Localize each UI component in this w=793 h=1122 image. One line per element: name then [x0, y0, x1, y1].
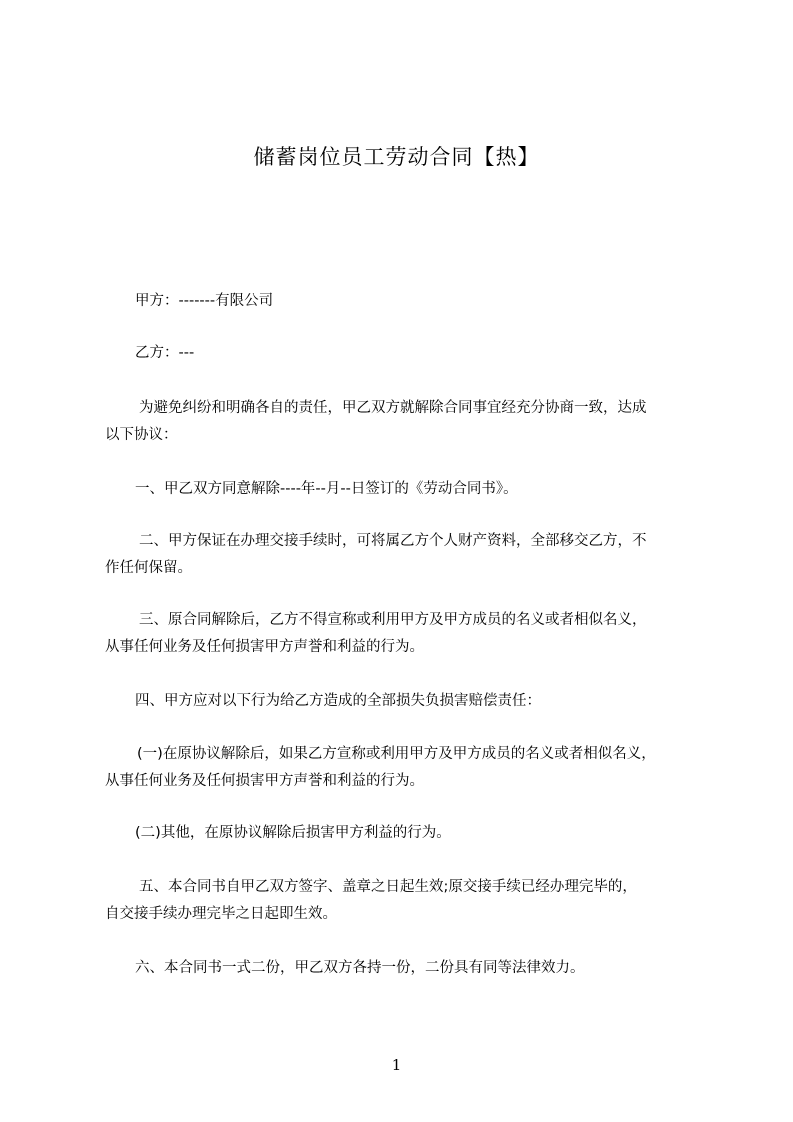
clause-line: (二)其他，在原协议解除后损害甲方利益的行为。 [135, 825, 451, 841]
clause-4 [105, 688, 705, 715]
intro-paragraph [105, 395, 705, 449]
clause-5 [105, 874, 705, 928]
clause-line: 一、甲乙双方同意解除----年--月--日签订的《劳动合同书》。 [135, 481, 518, 497]
party-b-text: 乙方：--- [135, 345, 195, 361]
page-number: 1 [391, 1056, 402, 1074]
party-b [105, 340, 735, 367]
clause-line: 自交接手续办理完毕之日起即生效。 [105, 906, 337, 922]
clause-line: 三、原合同解除后，乙方不得宣称或利用甲方及甲方成员的名义或者相似名义， [139, 612, 647, 628]
intro-line: 为避免纠纷和明确各自的责任，甲乙双方就解除合同事宜经充分协商一致，达成 [139, 400, 647, 416]
clause-line: 从事任何业务及任何损害甲方声誉和利益的行为。 [105, 773, 424, 789]
clause-line: (一)在原协议解除后，如果乙方宣称或利用甲方及甲方成员的名义或者相似名义， [137, 746, 656, 762]
party-a [105, 288, 735, 315]
clause-1 [105, 476, 705, 503]
clause-line: 从事任何业务及任何损害甲方声誉和利益的行为。 [105, 639, 424, 655]
document-title: 储蓄岗位员工劳动合同【热】 [253, 145, 540, 169]
clause-4-1 [105, 741, 705, 795]
clause-3 [105, 607, 705, 661]
party-a-text: 甲方：-------有限公司 [135, 293, 274, 309]
clause-2 [105, 528, 705, 582]
clause-line: 作任何保留。 [105, 560, 192, 576]
clause-line: 五、本合同书自甲乙双方签字、盖章之日起生效;原交接手续已经办理完毕的， [139, 879, 637, 895]
intro-line: 以下协议： [105, 427, 178, 443]
clause-line: 二、甲方保证在办理交接手续时，可将属乙方个人财产资料，全部移交乙方，不 [139, 533, 647, 549]
clause-line: 四、甲方应对以下行为给乙方造成的全部损失负损害赔偿责任： [135, 693, 541, 709]
clause-6 [105, 955, 705, 982]
clause-line: 六、本合同书一式二份，甲乙双方各持一份，二份具有同等法律效力。 [135, 960, 585, 976]
clause-4-2 [105, 820, 705, 847]
